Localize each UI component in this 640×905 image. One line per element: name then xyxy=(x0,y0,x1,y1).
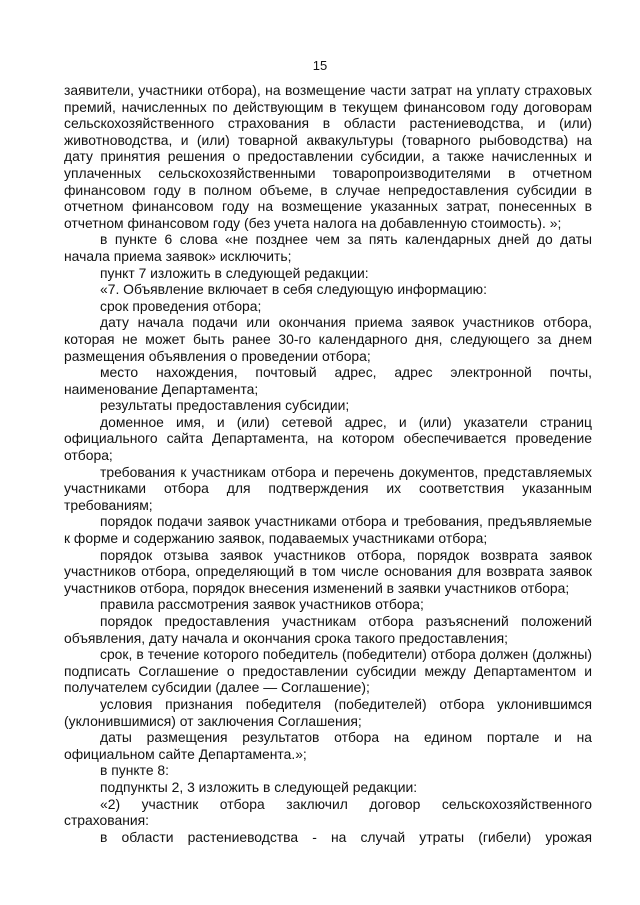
paragraph: срок, в течение которого победитель (победители) отбора должен (должны) подписать Соглашение о предоставлении субсидии между Департаментом и получателем субсидии (далее — Соглашение); xyxy=(64,646,592,696)
paragraph: пункт 7 изложить в следующей редакции: xyxy=(100,264,369,281)
paragraph: место нахождения, почтовый адрес, адрес электронной почты, наименование Департамента; xyxy=(64,364,592,397)
paragraph: требования к участникам отбора и перечень документов, представляемых участниками отбора для подтверждения их соответствия указанным требованиям; xyxy=(64,463,592,513)
page-number: 15 xyxy=(312,58,328,73)
paragraph: результаты предоставления субсидии; xyxy=(100,397,350,414)
paragraph: в пункте 6 слова «не позднее чем за пять календарных дней до даты начала приема заявок» исключить; xyxy=(64,231,592,264)
paragraph: дату начала подачи или окончания приема заявок участников отбора, которая не может быть ранее 30-го календарного дня, следующего за днем размещения объявления о проведении отбора; xyxy=(64,314,592,364)
paragraph: срок проведения отбора; xyxy=(100,297,262,314)
paragraph: доменное имя, и (или) сетевой адрес, и (или) указатели страниц официального сайта Департамента, на котором обеспечивается проведение отбора; xyxy=(64,413,592,464)
paragraph: заявители, участники отбора), на возмещение части затрат на уплату страховых премий, начисленных по действующим в текущем финансовом году договорам сельскохозяйственного страхования в области растениеводства, и (или) животноводства, и (или) товарной аквакультуры (товарного рыбоводства) на дату принятия решения о предоставлении субсидии, а также начисленных и уплаченных сельскохозяйственными товаропроизводителями в отчетном финансовом году в полном объеме, в случае непредоставления субсидии в отчетном финансовом году на возмещение указанных затрат, понесенных в отчетном финансовом году (без учета налога на добавленную стоимость). »; xyxy=(64,82,592,231)
paragraph: даты размещения результатов отбора на едином портале и на официальном сайте Департамента.»; xyxy=(64,729,592,762)
paragraph: подпункты 2, 3 изложить в следующей редакции: xyxy=(100,778,418,795)
paragraph: порядок предоставления участникам отбора разъяснений положений объявления, дату начала и окончания срока такого предоставления; xyxy=(64,613,592,646)
paragraph: «2) участник отбора заключил договор сельскохозяйственного страхования: xyxy=(64,795,592,829)
paragraph: в пункте 8: xyxy=(100,762,169,779)
paragraph: порядок отзыва заявок участников отбора, порядок возврата заявок участников отбора, определяющий в том числе основания для возврата заявок участников отбора, порядок внесения изменений в заявки участников отбора; xyxy=(64,546,592,596)
paragraph: в области растениеводства - на случай утраты (гибели) урожая xyxy=(100,828,592,845)
paragraph: «7. Объявление включает в себя следующую информацию: xyxy=(100,281,487,298)
paragraph: условия признания победителя (победителей) отбора уклонившимся (уклонившимися) от заключения Соглашения; xyxy=(64,695,592,729)
paragraph: правила рассмотрения заявок участников отбора; xyxy=(100,596,424,613)
paragraph: порядок подачи заявок участниками отбора и требования, предъявляемые к форме и содержанию заявок, подаваемых участниками отбора; xyxy=(64,513,592,547)
document-body xyxy=(64,82,592,862)
